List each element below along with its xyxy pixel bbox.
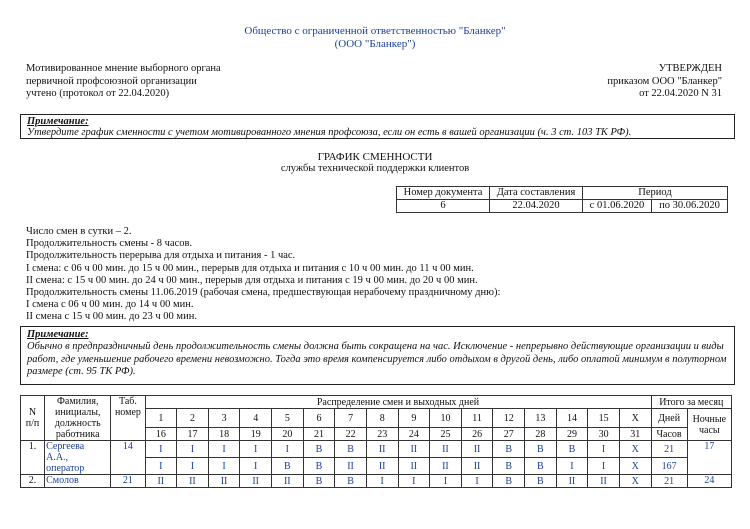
day-number: 28 — [525, 428, 557, 441]
info-line: Продолжительность смены - 8 часов. — [26, 238, 193, 250]
shift-cell: I — [430, 475, 462, 488]
shift-cell: В — [303, 475, 335, 488]
note-box — [20, 326, 735, 385]
shift-cell: I — [461, 475, 493, 488]
day-number: 10 — [430, 409, 462, 428]
day-number: 16 — [145, 428, 177, 441]
day-number: 20 — [272, 428, 304, 441]
shift-cell: I — [588, 458, 620, 475]
shift-cell: I — [208, 458, 240, 475]
day-number: 30 — [588, 428, 620, 441]
info-line: Продолжительность перерыва для отдыха и питания - 1 час. — [26, 250, 296, 262]
period-to: по 30.06.2020 — [651, 200, 727, 213]
doc-date: 22.04.2020 — [490, 200, 583, 213]
schedule-table — [20, 395, 732, 488]
shift-cell: В — [525, 475, 557, 488]
note-text: Утвердите график сменности с учетом мотивированного мнения профсоюза, если он есть в вашей организации (ч. 3 ст. 103 ТК РФ). — [27, 127, 632, 138]
day-number: 12 — [493, 409, 525, 428]
shift-cell: II — [366, 458, 398, 475]
org-header — [0, 25, 750, 51]
shift-cell: II — [335, 458, 367, 475]
header-doc-number: Номер документа — [397, 187, 490, 200]
shift-cell: I — [240, 441, 272, 458]
approval-line: УТВЕРЖДЕН — [658, 63, 722, 74]
header-number — [21, 396, 45, 441]
shift-cell: X — [619, 475, 651, 488]
day-number: 15 — [588, 409, 620, 428]
header-line: номер — [114, 407, 141, 418]
info-line: Продолжительность смены 11.06.2019 (рабочая смена, предшествующая нерабочему праздничному дню): — [26, 287, 501, 299]
day-number: 14 — [556, 409, 588, 428]
header-month-total: Итого за месяц — [651, 396, 731, 409]
night-hours: 17 — [687, 441, 731, 475]
note-title: Примечание: — [27, 116, 89, 127]
shift-cell: II — [145, 475, 177, 488]
shift-cell: II — [208, 475, 240, 488]
header-period: Период — [583, 187, 728, 200]
shift-cell: В — [493, 475, 525, 488]
shift-cell: II — [461, 458, 493, 475]
approval-block — [607, 63, 722, 101]
shift-cell: X — [619, 458, 651, 475]
union-opinion-block — [26, 63, 221, 101]
note-text: Обычно в предпраздничный день продолжительность смены должна быть сокращена на час. Исключение - непрерывно действующие организации и виды работ, где уменьшение рабочего времени невозможно. Тогда это время компенсируется либо отдыхом в другой день, либо оплатой минимум в полуторном размере (ст. 95 ТК РФ). — [27, 341, 727, 377]
shift-cell: I — [177, 441, 209, 458]
header-line: Фамилия, — [56, 396, 99, 407]
shift-cell: В — [525, 441, 557, 458]
employee-name-line: А.А., — [46, 452, 69, 463]
info-line: I смена с 06 ч 00 мин. до 14 ч 00 мин. — [26, 299, 194, 311]
shift-cell: В — [335, 475, 367, 488]
header-distribution: Распределение смен и выходных дней — [145, 396, 651, 409]
shift-cell: II — [366, 441, 398, 458]
header-line: N — [28, 407, 37, 418]
shift-cell: II — [461, 441, 493, 458]
shift-cell: В — [525, 458, 557, 475]
header-line: Ночные — [692, 413, 727, 425]
total-hours: 167 — [651, 458, 687, 475]
info-line: II смена с 15 ч 00 мин. до 23 ч 00 мин. — [26, 311, 197, 323]
shift-cell: В — [335, 441, 367, 458]
tab-number: 14 — [111, 441, 145, 475]
doc-number: 6 — [397, 200, 490, 213]
day-number: 31 — [619, 428, 651, 441]
shift-cell: I — [588, 441, 620, 458]
day-number: 13 — [525, 409, 557, 428]
shift-cell: II — [177, 475, 209, 488]
day-number: 4 — [240, 409, 272, 428]
employee-name-line: оператор — [46, 463, 85, 474]
shift-cell: I — [145, 458, 177, 475]
night-hours: 24 — [687, 475, 731, 488]
day-number: 3 — [208, 409, 240, 428]
shift-cell: II — [272, 475, 304, 488]
day-number: X — [619, 409, 651, 428]
employee-name-line: Сергеева — [46, 441, 85, 452]
total-days: 21 — [651, 441, 687, 458]
shift-cell: I — [398, 475, 430, 488]
day-number: 7 — [335, 409, 367, 428]
header-employee — [45, 396, 111, 441]
table-row — [21, 441, 732, 458]
day-number: 11 — [461, 409, 493, 428]
shift-cell: В — [272, 458, 304, 475]
shift-cell: II — [398, 458, 430, 475]
shift-cell: II — [240, 475, 272, 488]
header-line: Таб. — [118, 396, 137, 407]
header-line: инициалы, — [54, 407, 101, 418]
shift-cell: В — [556, 441, 588, 458]
shift-cell: I — [177, 458, 209, 475]
day-number: 19 — [240, 428, 272, 441]
header-line: п/п — [25, 418, 40, 429]
day-number: 17 — [177, 428, 209, 441]
day-number: 2 — [177, 409, 209, 428]
header-line: часы — [699, 424, 720, 436]
header-days: Дней — [651, 409, 687, 428]
day-number: 9 — [398, 409, 430, 428]
approval-line: приказом ООО "Бланкер" — [607, 75, 722, 87]
document-title — [0, 151, 750, 175]
day-number: 5 — [272, 409, 304, 428]
day-number: 27 — [493, 428, 525, 441]
shift-cell: В — [493, 441, 525, 458]
employee-name-line: Смолов — [46, 475, 79, 486]
union-line: учтено (протокол от 22.04.2020) — [26, 88, 170, 99]
approval-line: от 22.04.2020 N 31 — [639, 88, 722, 99]
document-info-table — [396, 186, 728, 213]
shift-info — [26, 226, 726, 324]
note-title: Примечание: — [27, 329, 89, 340]
shift-cell: В — [303, 458, 335, 475]
period-from: с 01.06.2020 — [583, 200, 652, 213]
day-number: 18 — [208, 428, 240, 441]
day-number: 8 — [366, 409, 398, 428]
header-doc-date: Дата составления — [490, 187, 583, 200]
day-number: 21 — [303, 428, 335, 441]
day-number: 26 — [461, 428, 493, 441]
header-hours: Часов — [651, 428, 687, 441]
row-number: 2. — [21, 475, 45, 488]
info-line: II смена: с 15 ч 00 мин. до 24 ч 00 мин., перерыв для отдыха и питания с 19 ч 00 мин. до 20 ч 00 мин. — [26, 274, 478, 286]
shift-cell: I — [208, 441, 240, 458]
shift-cell: I — [366, 475, 398, 488]
shift-cell: В — [303, 441, 335, 458]
shift-cell: X — [619, 441, 651, 458]
total-days: 21 — [651, 475, 687, 488]
employee-name — [45, 475, 111, 488]
shift-cell: I — [240, 458, 272, 475]
union-line: Мотивированное мнение выборного органа — [26, 63, 221, 74]
note-box — [20, 114, 735, 139]
day-number: 23 — [366, 428, 398, 441]
shift-cell: I — [272, 441, 304, 458]
day-number: 22 — [335, 428, 367, 441]
row-number: 1. — [21, 441, 45, 475]
info-line: I смена: с 06 ч 00 мин. до 15 ч 00 мин., перерыв для отдыха и питания с 10 ч 00 мин. до 11 ч 00 мин. — [26, 262, 474, 274]
day-number: 25 — [430, 428, 462, 441]
title-sub: службы технической поддержки клиентов — [280, 163, 470, 174]
header-line: должность — [54, 418, 101, 429]
day-number: 1 — [145, 409, 177, 428]
day-number: 6 — [303, 409, 335, 428]
shift-cell: II — [398, 441, 430, 458]
header-night-hours — [687, 409, 731, 441]
info-line: Число смен в сутки – 2. — [26, 226, 132, 237]
day-number: 29 — [556, 428, 588, 441]
shift-cell: I — [145, 441, 177, 458]
org-short-name: (ООО "Бланкер") — [334, 38, 416, 50]
header-tab-number — [111, 396, 145, 441]
employee-name — [45, 441, 111, 475]
header-line: работника — [55, 429, 100, 440]
table-row — [21, 475, 732, 488]
day-number: 24 — [398, 428, 430, 441]
shift-cell: II — [556, 475, 588, 488]
shift-cell: II — [588, 475, 620, 488]
shift-cell: I — [556, 458, 588, 475]
shift-cell: В — [493, 458, 525, 475]
union-line: первичной профсоюзной организации — [26, 75, 197, 87]
org-name: Общество с ограниченной ответственностью "Бланкер" — [244, 25, 506, 37]
shift-cell: II — [430, 441, 462, 458]
tab-number: 21 — [111, 475, 145, 488]
title-main: ГРАФИК СМЕННОСТИ — [317, 151, 433, 163]
shift-cell: II — [430, 458, 462, 475]
